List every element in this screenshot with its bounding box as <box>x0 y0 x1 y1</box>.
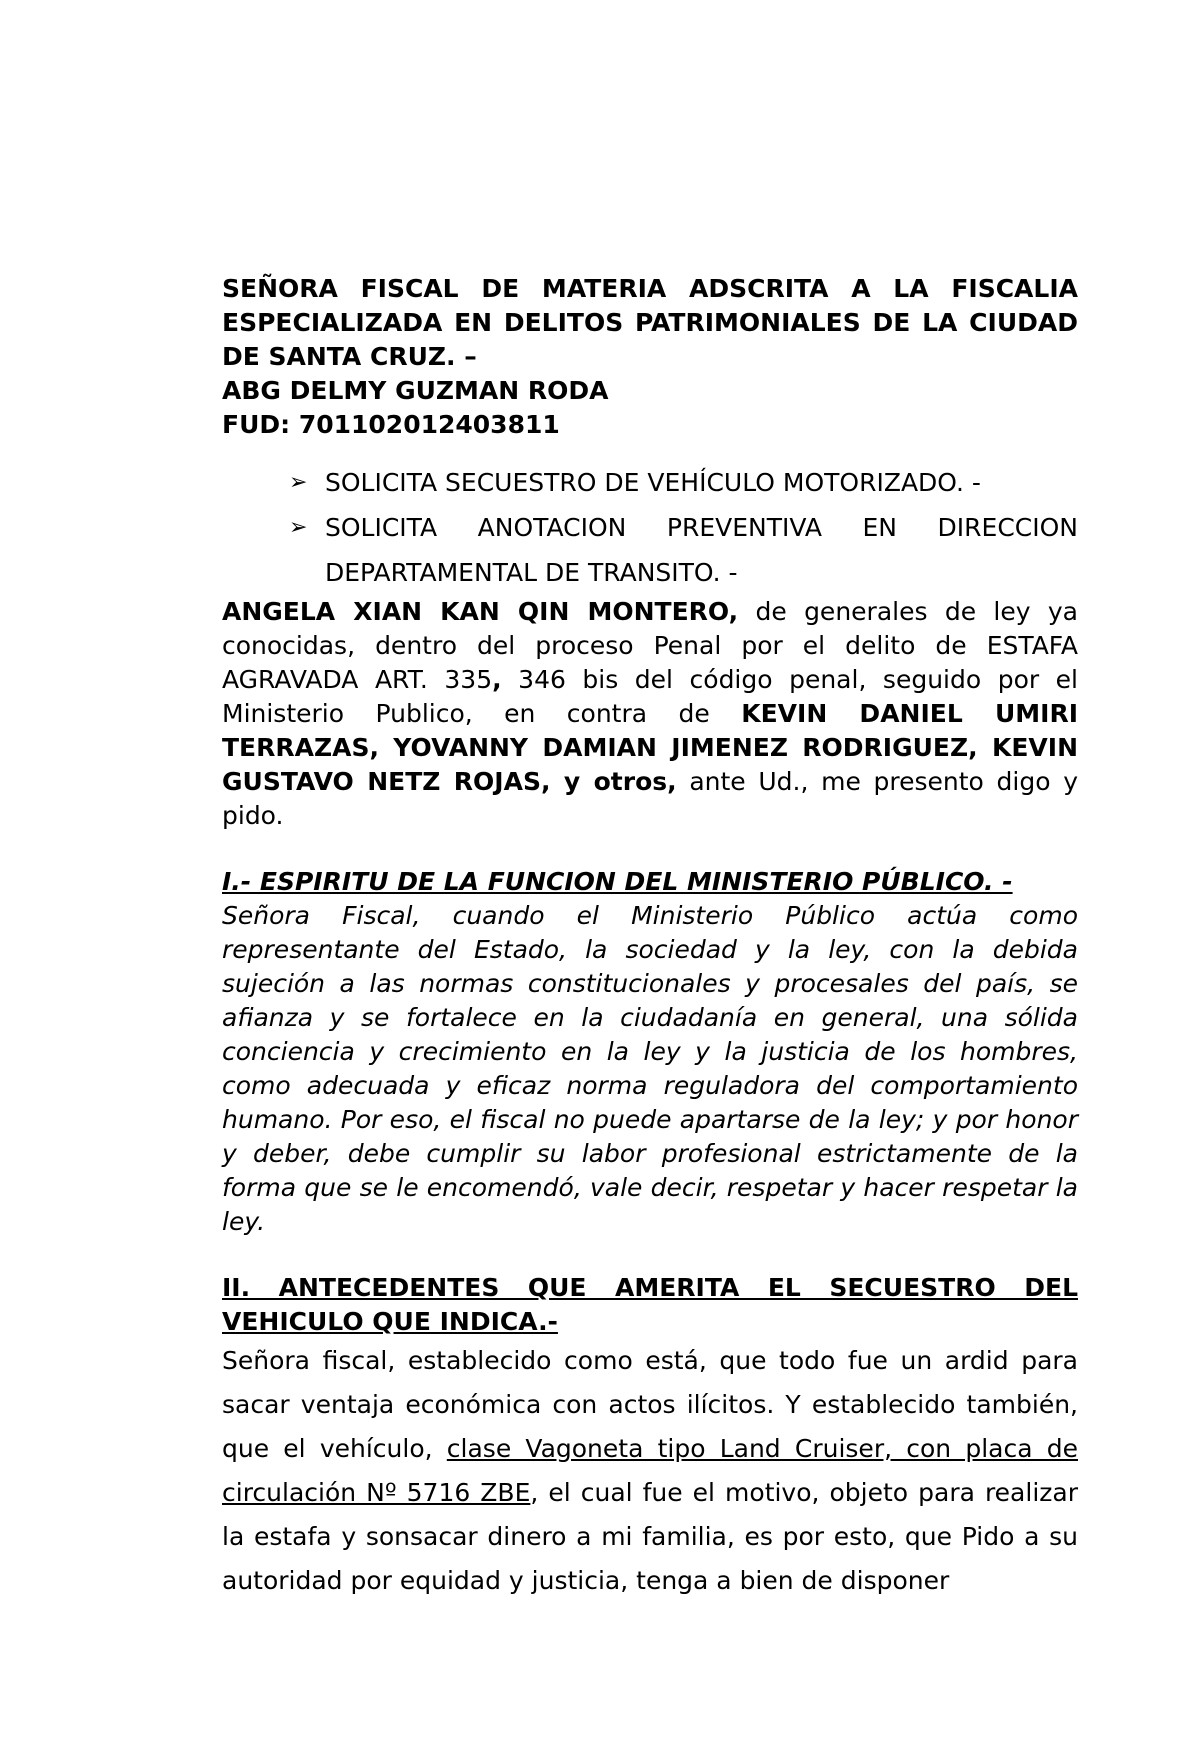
petitioner-name: ANGELA XIAN KAN QIN MONTERO, <box>222 597 739 626</box>
vehicle-description: clase Vagoneta tipo Land Cruiser, con placa de circulación Nº 5716 ZBE <box>222 1434 1078 1507</box>
intro-text: 346 bis del código penal, seguido por el Ministerio Publico, en contra de <box>222 665 1079 728</box>
section-2-title: II. ANTECEDENTES QUE AMERITA EL SECUESTRO DEL VEHICULO QUE INDICA.- <box>222 1273 1078 1336</box>
intro-comma: , <box>492 665 502 694</box>
addressee-title: SEÑORA FISCAL DE MATERIA ADSCRITA A LA FISCALIA ESPECIALIZADA EN DELITOS PATRIMONIALES DE LA CIUDAD DE SANTA CRUZ. – <box>222 274 1078 371</box>
case-number: FUD: 701102012403811 <box>222 410 560 439</box>
list-item <box>289 460 1078 505</box>
request-text: SOLICITA SECUESTRO DE VEHÍCULO MOTORIZADO. - <box>325 468 981 497</box>
intro-text: de generales de ley ya conocidas, dentro del proceso Penal por el delito de ESTAFA AGRAVADA ART. 335 <box>222 597 1078 694</box>
prosecutor-name: ABG DELMY GUZMAN RODA <box>222 376 609 405</box>
requests-list <box>222 460 1078 595</box>
intro-text: ante Ud., me presento digo y pido. <box>222 767 1078 830</box>
document-page <box>222 272 1078 1603</box>
arrow-bullet-icon: ➢ <box>289 515 308 540</box>
intro-paragraph <box>222 595 1078 833</box>
addressee-block <box>222 272 1078 442</box>
list-item <box>289 505 1078 595</box>
section-1-body: Señora Fiscal, cuando el Ministerio Público actúa como representante del Estado, la sociedad y la ley, con la debida sujeción a las normas constitucionales y procesales del país, se afianza y se fortalece en la ciudadanía en general, una sólida conciencia y crecimiento en la ley y la justicia de los hombres, como adecuada y eficaz norma reguladora del comportamiento humano. Por eso, el fiscal no puede apartarse de la ley; y por honor y deber, debe cumplir su labor profesional estrictamente de la forma que se le encomendó, vale decir, respetar y hacer respetar la ley. <box>222 901 1078 1236</box>
defendants-names: KEVIN DANIEL UMIRI TERRAZAS, YOVANNY DAMIAN JIMENEZ RODRIGUEZ, KEVIN GUSTAVO NETZ ROJAS, y otros, <box>222 699 1078 796</box>
section-2-text: Señora fiscal, establecido como está, que todo fue un ardid para sacar ventaja económica con actos ilícitos. Y establecido también, que el vehículo, <box>222 1346 1078 1463</box>
request-text: SOLICITA ANOTACION PREVENTIVA EN DIRECCION DEPARTAMENTAL DE TRANSITO. - <box>325 513 1078 587</box>
section-2-text: , el cual fue el motivo, objeto para realizar la estafa y sonsacar dinero a mi familia, es por esto, que Pido a su autoridad por equidad y justicia, tenga a bien de disponer <box>222 1478 1078 1595</box>
section-2-body <box>222 1339 1078 1603</box>
arrow-bullet-icon: ➢ <box>289 470 308 495</box>
section-1-title: I.- ESPIRITU DE LA FUNCION DEL MINISTERIO PÚBLICO. - <box>222 867 1013 896</box>
